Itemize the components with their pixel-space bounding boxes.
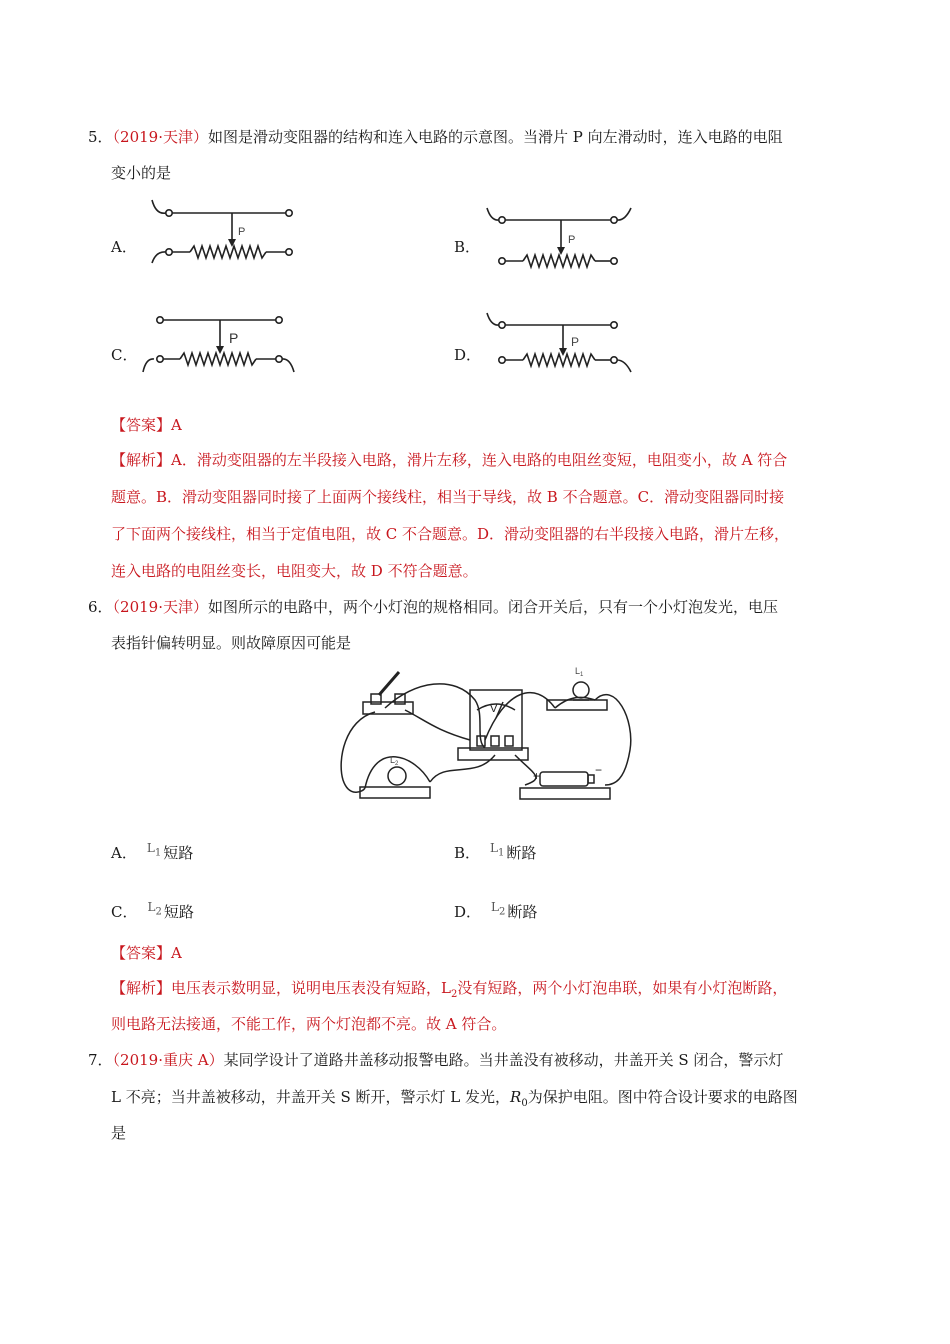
q6-stem-line1 <box>88 597 778 617</box>
q7-text-line1: 某同学设计了道路井盖移动报警电路。当井盖没有被移动，井盖开关 S 闭合，警示灯 <box>223 1051 784 1069</box>
q6-source: （2019·天津） <box>112 598 208 616</box>
q6-analysis-sub: 2 <box>450 989 458 1000</box>
q5-answer-tag: 【答案】 <box>111 416 172 434</box>
q6-option-b <box>454 838 536 863</box>
q6-option-b-lamp: L1 <box>490 841 505 859</box>
q5-option-c-figure <box>140 308 300 376</box>
q5-option-d-figure <box>485 310 635 376</box>
q7-text-line2a: L 不亮；当井盖被移动，井盖开关 S 断开，警示灯 L 发光， <box>111 1088 511 1106</box>
q5-option-d-slider-label: P <box>571 335 580 349</box>
q6-option-c <box>111 897 194 922</box>
q6-analysis-text-1a: 电压表示数明显，说明电压表没有短路，L <box>171 979 451 997</box>
q7-resistor-sub: 0 <box>521 1098 528 1109</box>
q5-option-d-label: D． <box>454 346 482 364</box>
q7-number: 7． <box>88 1051 113 1069</box>
q5-option-c-slider-label: P <box>229 330 239 346</box>
q7-stem-line2 <box>111 1087 798 1114</box>
q6-option-c-text: 短路 <box>163 903 194 921</box>
q6-option-c-label: C． <box>111 903 138 921</box>
q6-number: 6． <box>88 598 113 616</box>
q7-stem-line3: 是 <box>111 1124 127 1142</box>
q5-stem-line2: 变小的是 <box>111 164 172 182</box>
q6-option-d-lamp: L2 <box>491 900 506 918</box>
q5-option-a-slider-label: P <box>238 226 246 238</box>
q6-option-a-lamp: L1 <box>146 841 162 859</box>
q6-option-d <box>454 897 537 922</box>
q6-analysis-text-1b: 没有短路，两个小灯泡串联，如果有小灯泡断路， <box>457 979 788 997</box>
q6-lamp2-label: $L_2$ <box>390 755 399 767</box>
q6-answer <box>111 943 182 963</box>
q6-voltmeter-label: V <box>490 703 498 715</box>
q5-option-b-slider-label: P <box>568 234 576 246</box>
q6-option-b-label: B． <box>454 844 481 862</box>
q6-circuit-figure <box>335 660 645 805</box>
q6-option-c-lamp: L2 <box>147 900 162 918</box>
q5-stem-line1 <box>88 127 783 147</box>
q5-analysis-line1 <box>111 450 787 470</box>
q6-analysis-tag: 【解析】 <box>111 979 172 997</box>
q5-option-c-label: C． <box>111 346 138 364</box>
q5-analysis-text-1: A．滑动变阻器的左半段接入电路，滑片左移，连入电路的电阻丝变短，电阻变小，故 A 符合 <box>171 451 788 469</box>
q6-analysis-line2: 则电路无法接通，不能工作，两个灯泡都不亮。故 A 符合。 <box>111 1015 507 1033</box>
q5-option-b-figure <box>485 205 635 275</box>
q5-answer-value: A <box>171 416 182 434</box>
q6-text-line1: 如图所示的电路中，两个小灯泡的规格相同。闭合开关后，只有一个小灯泡发光，电压 <box>208 598 779 616</box>
q5-analysis-tag: 【解析】 <box>111 451 172 469</box>
q5-option-a-label: A． <box>111 238 137 256</box>
q6-battery-minus: − <box>595 763 603 777</box>
q5-analysis-line4: 连入电路的电阻丝变长，电阻变大，故 D 不符合题意。 <box>111 562 478 580</box>
q6-option-b-text: 断路 <box>506 844 537 862</box>
q5-source: （2019·天津） <box>112 128 208 146</box>
q6-answer-value: A <box>171 944 182 962</box>
q5-analysis-line3: 了下面两个接线柱，相当于定值电阻，故 C 不合题意。D．滑动变阻器的右半段接入电路，滑片左移， <box>111 525 790 543</box>
q5-analysis-line2: 题意。B．滑动变阻器同时接了上面两个接线柱，相当于导线，故 B 不合题意。C．滑动变阻器同时接 <box>111 488 785 506</box>
q6-option-a-label: A． <box>111 844 137 862</box>
q6-stem-line2: 表指针偏转明显。则故障原因可能是 <box>111 634 352 652</box>
q5-answer <box>111 415 182 435</box>
q7-resistor-symbol: R <box>510 1088 522 1106</box>
q5-number: 5． <box>88 128 113 146</box>
q6-option-a <box>111 838 193 863</box>
q5-option-a-figure <box>148 195 298 270</box>
q6-option-d-label: D． <box>454 903 482 921</box>
q5-option-b-label: B． <box>454 238 481 256</box>
q6-lamp1-label: $L_1$ <box>575 666 584 678</box>
q6-option-d-text: 断路 <box>507 903 538 921</box>
q6-option-a-text: 短路 <box>163 844 194 862</box>
q6-answer-tag: 【答案】 <box>111 944 172 962</box>
q6-battery-plus: + <box>533 769 541 783</box>
q7-text-line2b: 为保护电阻。图中符合设计要求的电路图 <box>527 1088 798 1106</box>
q7-stem-line1 <box>88 1050 783 1070</box>
q5-text-line1: 如图是滑动变阻器的结构和连入电路的示意图。当滑片 P 向左滑动时，连入电路的电阻 <box>208 128 783 146</box>
q6-analysis-line1 <box>111 978 787 1005</box>
q7-source: （2019·重庆 A） <box>112 1051 224 1069</box>
